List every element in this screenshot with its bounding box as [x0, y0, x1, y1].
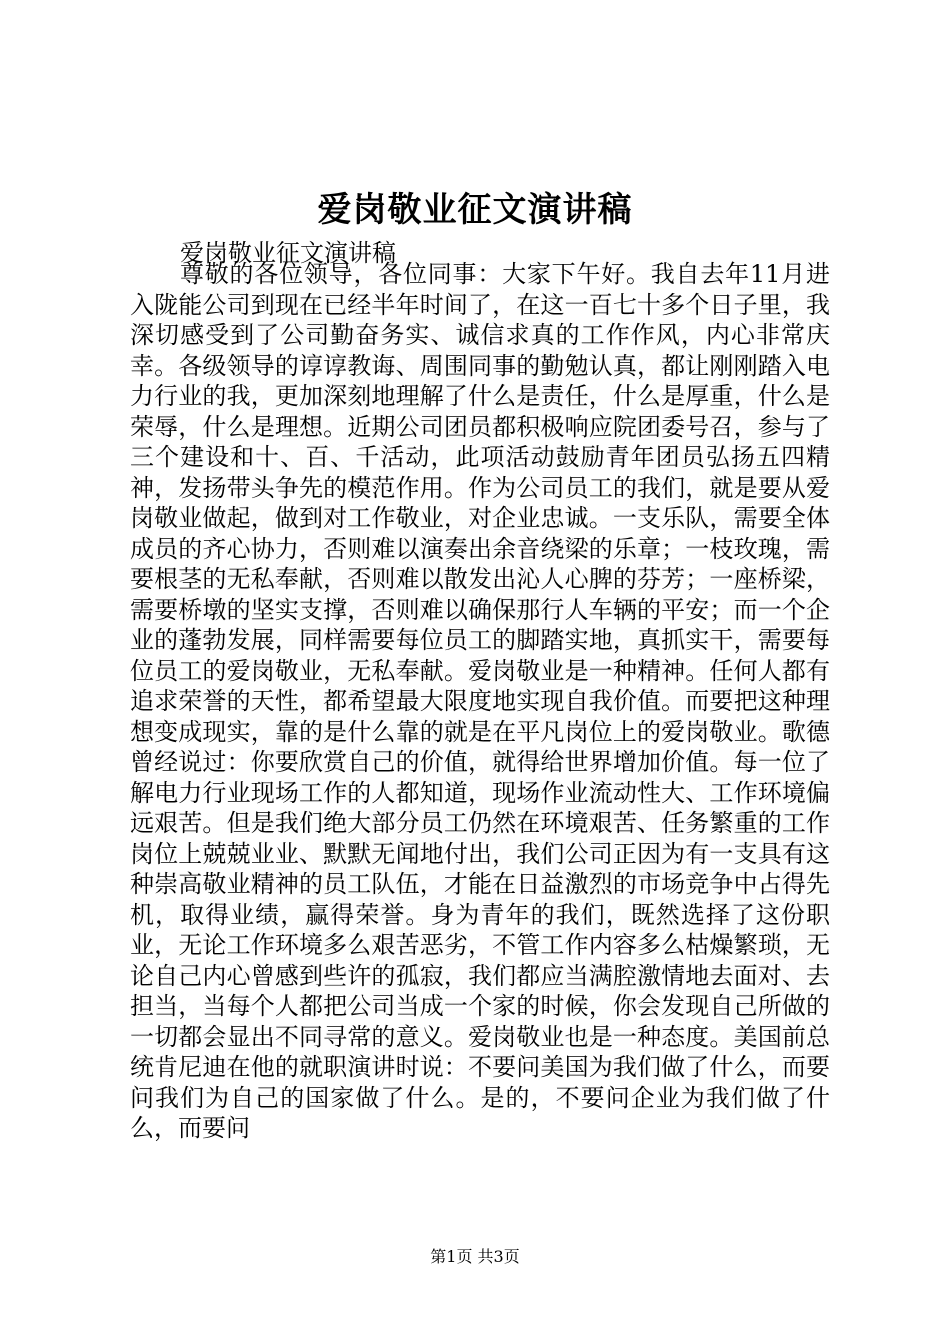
page-indicator: 第1页 共3页 [430, 1247, 520, 1266]
document-body: 尊敬的各位领导，各位同事：大家下午好。我自去年11月进入陇能公司到现在已经半年时间了，在这一百七十多个日子里，我深切感受到了公司勤奋务实、诚信求真的工作作风，内心非常庆幸。各级领导的谆谆教诲、周围同事的勤勉认真，都让刚刚踏入电力行业的我，更加深刻地理解了什么是责任，什么是厚重，什么是荣辱，什么是理想。近期公司团员都积极响应院团委号召，参与了三个建设和十、百、千活动，此项活动鼓励青年团员弘扬五四精神，发扬带头争先的模范作用。作为公司员工的我们，就是要从爱岗敬业做起，做到对工作敬业，对企业忠诚。一支乐队，需要全体成员的齐心协力，否则难以演奏出余音绕梁的乐章；一枝玫瑰，需要根茎的无私奉献，否则难以散发出沁人心脾的芬芳；一座桥梁，需要桥墩的坚实支撑，否则难以确保那行人车辆的平安；而一个企业的蓬勃发展，同样需要每位员工的脚踏实地，真抓实干，需要每位员工的爱岗敬业，无私奉献。爱岗敬业是一种精神。任何人都有追求荣誉的天性，都希望最大限度地实现自我价值。而要把这种理想变成现实，靠的是什么靠的就是在平凡岗位上的爱岗敬业。歌德曾经说过：你要欣赏自己的价值，就得给世界增加价值。每一位了解电力行业现场工作的人都知道，现场作业流动性大、工作环境偏远艰苦。但是我们绝大部分员工仍然在环境艰苦、任务繁重的工作岗位上兢兢业业、默默无闻地付出，我们公司正因为有一支具有这种崇高敬业精神的员工队伍，才能在日益激烈的市场竞争中占得先机，取得业绩，赢得荣誉。身为青年的我们，既然选择了这份职业，无论工作环境多么艰苦恶劣，不管工作内容多么枯燥繁琐，无论自己内心曾感到些许的孤寂，我们都应当满腔激情地去面对、去担当，当每个人都把公司当成一个家的时候，你会发现自己所做的一切都会显出不同寻常的意义。爱岗敬业也是一种态度。美国前总统肯尼迪在他的就职演讲时说：不要问美国为我们做了什么，而要问我们为自己的国家做了什么。是的，不要问企业为我们做了什么，而要问 [130, 260, 830, 1142]
document-title: 爱岗敬业征文演讲稿 [317, 190, 633, 230]
document-subtitle: 爱岗敬业征文演讲稿 [180, 239, 396, 267]
